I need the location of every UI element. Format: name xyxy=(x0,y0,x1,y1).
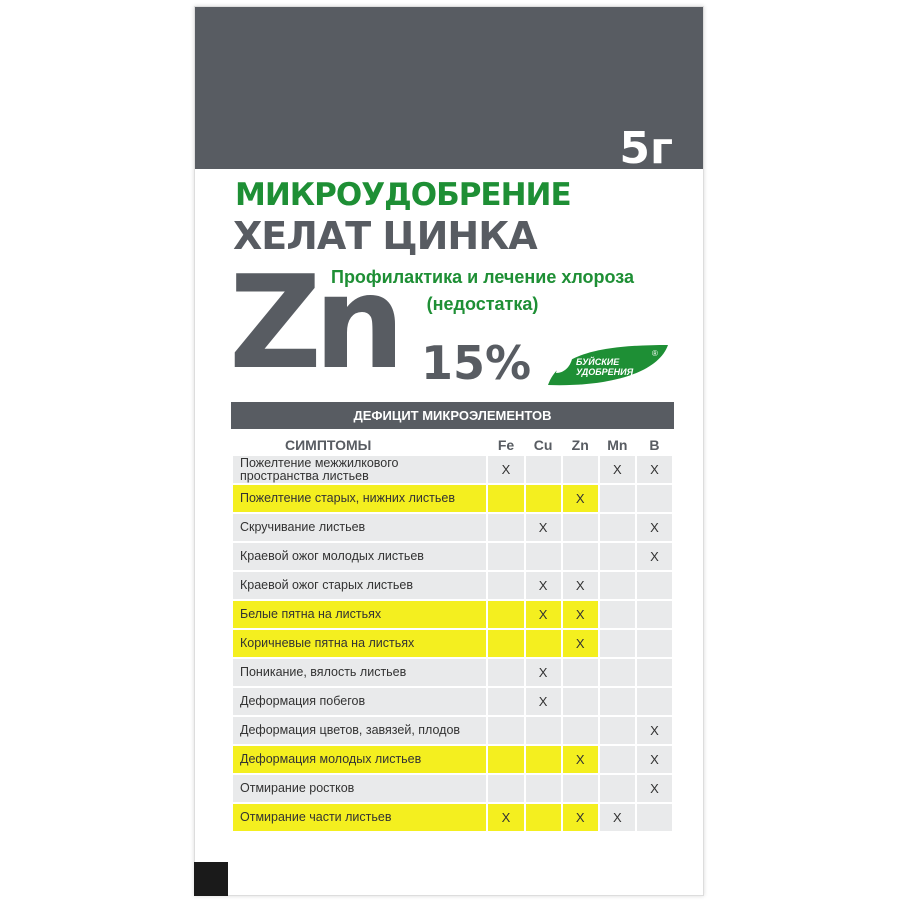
mark-cell xyxy=(563,659,598,686)
mark-cell xyxy=(600,688,635,715)
table-row xyxy=(233,601,672,628)
mark-cell xyxy=(600,601,635,628)
mark-cell xyxy=(637,485,672,512)
mark-cell: X xyxy=(563,630,598,657)
column-zn: Zn xyxy=(571,437,589,453)
symptom-label: Деформация молодых листьев xyxy=(233,746,486,773)
registered-mark: ® xyxy=(652,349,658,358)
mark-cell xyxy=(488,688,523,715)
element-percent: 15% xyxy=(421,336,532,390)
mark-cell xyxy=(637,572,672,599)
mark-cell xyxy=(637,630,672,657)
table-column-headers xyxy=(233,436,672,454)
mark-cell xyxy=(526,456,561,483)
mark-cell xyxy=(526,746,561,773)
deficiency-table-header: ДЕФИЦИТ МИКРОЭЛЕМЕНТОВ xyxy=(231,402,674,429)
mark-cell xyxy=(600,572,635,599)
table-row xyxy=(233,456,672,483)
mark-cell: X xyxy=(600,456,635,483)
mark-cell: X xyxy=(488,456,523,483)
deficiency-table xyxy=(231,434,674,833)
symptom-label: Деформация побегов xyxy=(233,688,486,715)
mark-cell xyxy=(526,630,561,657)
mark-cell xyxy=(563,775,598,802)
purpose-line-2: (недостатка) xyxy=(426,294,539,314)
mark-cell xyxy=(526,804,561,831)
symptom-label: Коричневые пятна на листьях xyxy=(233,630,486,657)
table-row xyxy=(233,543,672,570)
mark-cell: X xyxy=(637,717,672,744)
mark-cell xyxy=(600,543,635,570)
mark-cell xyxy=(600,717,635,744)
table-row xyxy=(233,630,672,657)
column-fe: Fe xyxy=(497,437,515,453)
mark-cell xyxy=(488,746,523,773)
mark-cell xyxy=(637,688,672,715)
brand-line-2: УДОБРЕНИЯ xyxy=(576,367,634,377)
mark-cell xyxy=(563,456,598,483)
symptom-label xyxy=(233,456,486,483)
mark-cell xyxy=(526,485,561,512)
brand-logo xyxy=(540,343,670,387)
mark-cell xyxy=(526,775,561,802)
package-weight: 5г xyxy=(619,123,673,174)
product-title: ХЕЛАТ ЦИНКА xyxy=(233,214,537,258)
mark-cell: X xyxy=(637,514,672,541)
table-row xyxy=(233,572,672,599)
product-category: МИКРОУДОБРЕНИЕ xyxy=(235,177,571,213)
symptom-label: Поникание, вялость листьев xyxy=(233,659,486,686)
mark-cell xyxy=(488,717,523,744)
mark-cell xyxy=(488,572,523,599)
brand-line-1: БУЙСКИЕ xyxy=(576,357,620,367)
mark-cell xyxy=(488,775,523,802)
symptom-label: Пожелтение старых, нижних листьев xyxy=(233,485,486,512)
mark-cell: X xyxy=(526,572,561,599)
mark-cell: X xyxy=(563,485,598,512)
mark-cell xyxy=(488,630,523,657)
column-mn: Mn xyxy=(607,437,628,453)
mark-cell xyxy=(563,543,598,570)
mark-cell xyxy=(600,775,635,802)
mark-cell xyxy=(488,514,523,541)
mark-cell: X xyxy=(526,514,561,541)
table-row xyxy=(233,514,672,541)
symptom-label: Краевой ожог старых листьев xyxy=(233,572,486,599)
table-row xyxy=(233,804,672,831)
mark-cell xyxy=(637,804,672,831)
mark-cell: X xyxy=(526,688,561,715)
mark-cell xyxy=(563,514,598,541)
mark-cell xyxy=(526,717,561,744)
mark-cell xyxy=(637,601,672,628)
symptom-label-line-1: Пожелтение межжилкового xyxy=(240,455,399,470)
mark-cell xyxy=(488,485,523,512)
fertilizer-packet xyxy=(194,6,704,896)
mark-cell xyxy=(563,717,598,744)
mark-cell xyxy=(637,659,672,686)
mark-cell: X xyxy=(563,804,598,831)
column-cu: Cu xyxy=(533,437,553,453)
mark-cell xyxy=(600,485,635,512)
mark-cell: X xyxy=(526,601,561,628)
mark-cell: X xyxy=(637,543,672,570)
table-row xyxy=(233,485,672,512)
mark-cell: X xyxy=(563,746,598,773)
symptom-label: Отмирание части листьев xyxy=(233,804,486,831)
mark-cell: X xyxy=(600,804,635,831)
symptom-label-line-2: пространства листьев xyxy=(240,468,369,483)
purpose-line-1: Профилактика и лечение хлороза xyxy=(331,267,635,287)
mark-cell xyxy=(563,688,598,715)
column-b: B xyxy=(649,437,660,453)
mark-cell xyxy=(488,601,523,628)
table-row xyxy=(233,746,672,773)
table-row xyxy=(233,688,672,715)
symptom-label: Деформация цветов, завязей, плодов xyxy=(233,717,486,744)
symptom-label: Скручивание листьев xyxy=(233,514,486,541)
symptom-label: Краевой ожог молодых листьев xyxy=(233,543,486,570)
mark-cell: X xyxy=(637,456,672,483)
element-symbol: Zn xyxy=(229,249,397,398)
table-row xyxy=(233,717,672,744)
symptom-label: Белые пятна на листьях xyxy=(233,601,486,628)
mark-cell xyxy=(488,659,523,686)
mark-cell xyxy=(488,543,523,570)
mark-cell xyxy=(600,746,635,773)
mark-cell: X xyxy=(637,775,672,802)
mark-cell: X xyxy=(488,804,523,831)
table-row xyxy=(233,775,672,802)
corner-tab xyxy=(194,862,228,896)
column-symptoms: СИМПТОМЫ xyxy=(285,437,372,453)
mark-cell xyxy=(526,543,561,570)
symptom-label: Отмирание ростков xyxy=(233,775,486,802)
mark-cell: X xyxy=(637,746,672,773)
mark-cell xyxy=(600,659,635,686)
mark-cell xyxy=(600,630,635,657)
table-row xyxy=(233,659,672,686)
mark-cell: X xyxy=(563,601,598,628)
mark-cell xyxy=(600,514,635,541)
mark-cell: X xyxy=(526,659,561,686)
mark-cell: X xyxy=(563,572,598,599)
